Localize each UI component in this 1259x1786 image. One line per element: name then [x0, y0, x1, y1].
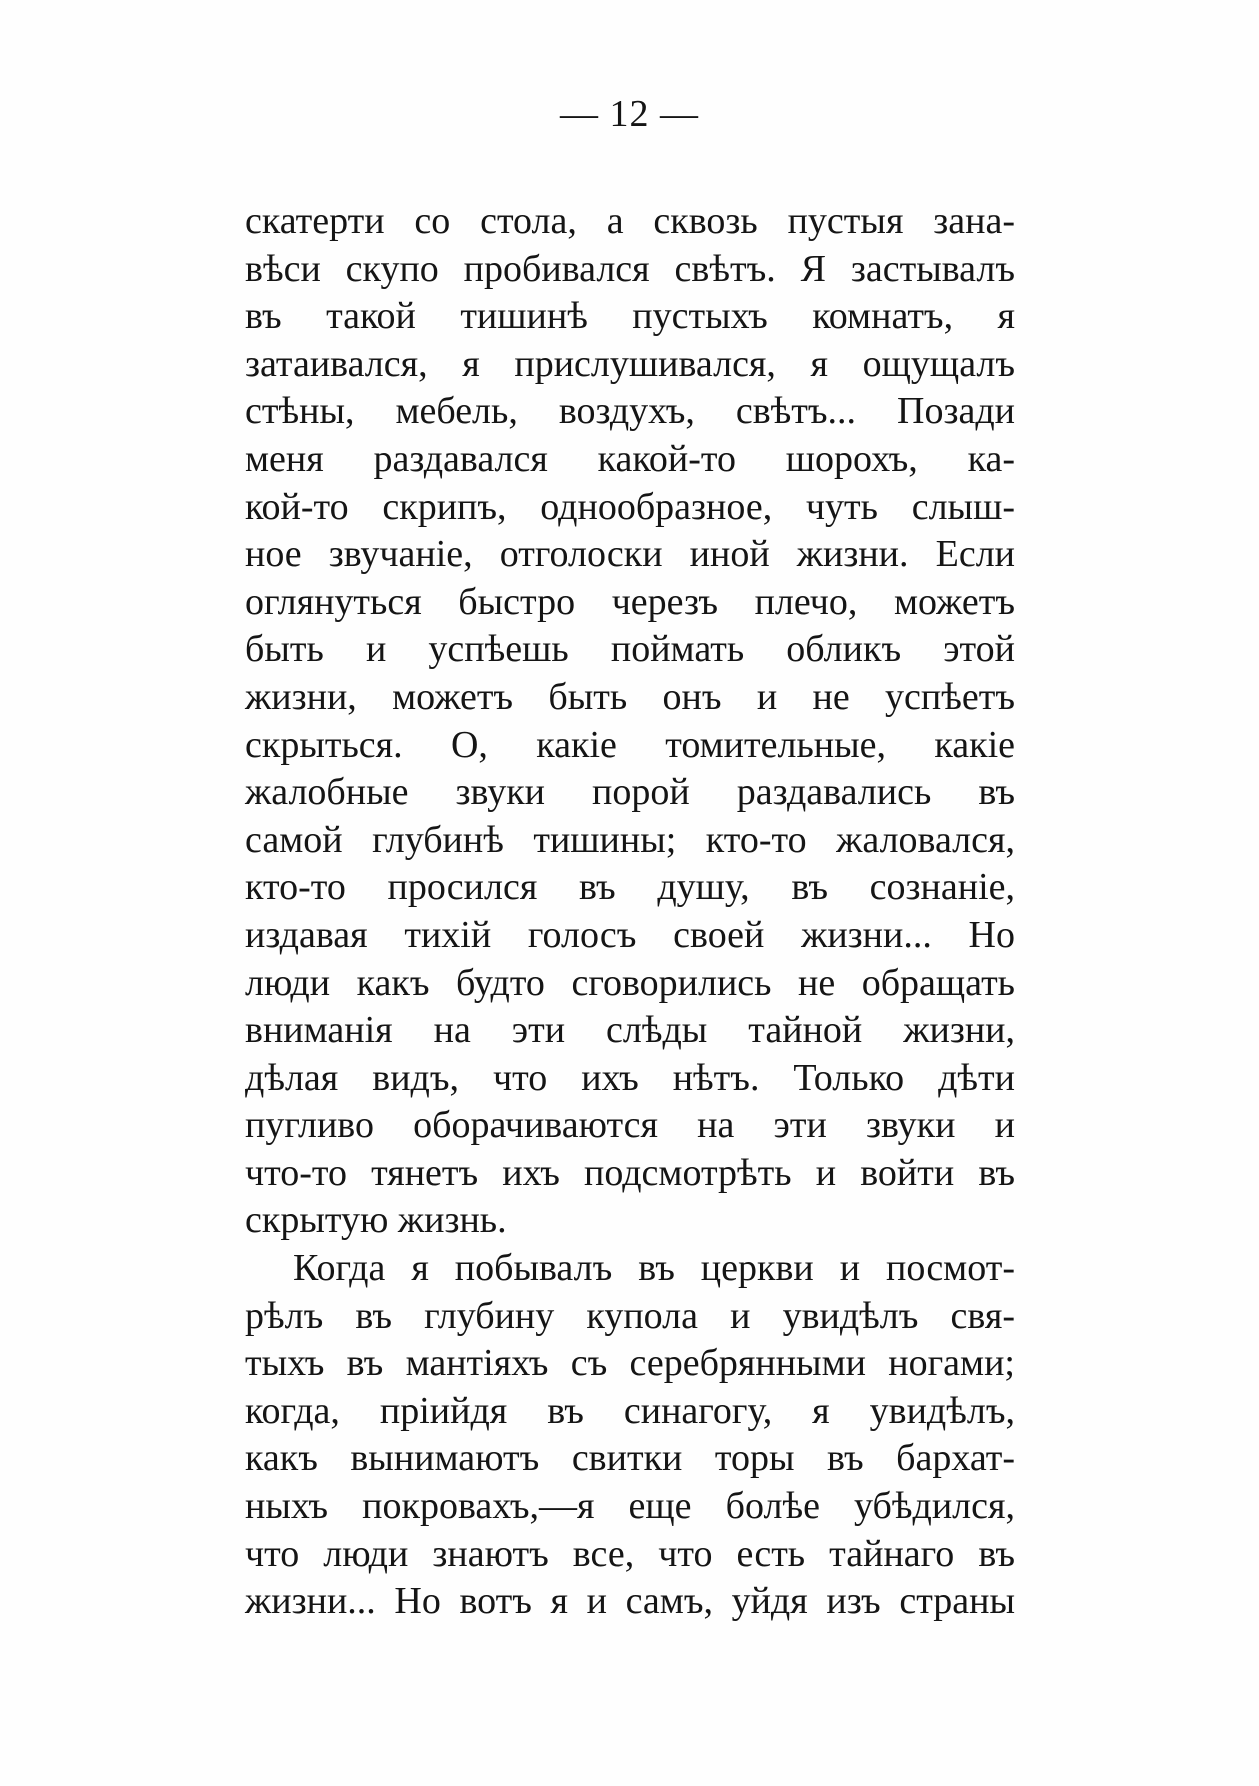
- text-line: какъ вынимаютъ свитки торы въ бархат-: [245, 1437, 1015, 1480]
- text-line: быть и успѣешь поймать обликъ этой: [245, 628, 1015, 671]
- text-line: въ такой тишинѣ пустыхъ комнатъ, я: [245, 295, 1015, 338]
- text-line: скрыться. О, какіе томительные, какіе: [245, 723, 1015, 766]
- text-line: вѣси скупо пробивался свѣтъ. Я застывалъ: [245, 247, 1015, 290]
- text-line: стѣны, мебель, воздухъ, свѣтъ... Позади: [245, 390, 1015, 433]
- text-line: пугливо оборачиваются на эти звуки и: [245, 1104, 1015, 1147]
- text-line: скатерти со стола, а сквозь пустыя зана-: [245, 200, 1015, 242]
- text-line: меня раздавался какой-то шорохъ, ка-: [245, 437, 1015, 480]
- page-number: — 12 —: [560, 93, 699, 135]
- text-line: люди какъ будто сговорились не обращать: [245, 961, 1015, 1004]
- paragraph-first-line: Когда я побывалъ въ церкви и посмот-: [293, 1247, 1015, 1290]
- text-line: что люди знаютъ все, что есть тайнаго въ: [245, 1532, 1015, 1575]
- text-line: жалобные звуки порой раздавались въ: [245, 771, 1015, 814]
- text-line: ныхъ покровахъ,—я еще болѣе убѣдился,: [245, 1485, 1015, 1528]
- text-line: рѣлъ въ глубину купола и увидѣлъ свя-: [245, 1294, 1015, 1337]
- text-line: вниманія на эти слѣды тайной жизни,: [245, 1009, 1015, 1052]
- text-line: кой-то скрипъ, однообразное, чуть слыш-: [245, 485, 1015, 528]
- text-line: когда, пріийдя въ синагогу, я увидѣлъ,: [245, 1389, 1015, 1432]
- text-line: затаивался, я прислушивался, я ощущалъ: [245, 342, 1015, 385]
- body-text: [245, 198, 1015, 1626]
- paragraph-end-line: скрытую жизнь.: [245, 1199, 507, 1242]
- text-line: жизни, можетъ быть онъ и не успѣетъ: [245, 675, 1015, 718]
- text-line: жизни... Но вотъ я и самъ, уйдя изъ страны: [245, 1580, 1015, 1623]
- text-line: самой глубинѣ тишины; кто-то жаловался,: [245, 818, 1015, 861]
- text-line: кто-то просился въ душу, въ сознаніе,: [245, 866, 1015, 909]
- text-line: издавая тихій голосъ своей жизни... Но: [245, 913, 1015, 956]
- text-line: что-то тянетъ ихъ подсмотрѣть и войти въ: [245, 1151, 1015, 1194]
- text-line: оглянуться быстро черезъ плечо, можетъ: [245, 580, 1015, 623]
- text-line: ное звучаніе, отголоски иной жизни. Если: [245, 533, 1015, 576]
- text-line: тыхъ въ мантіяхъ съ серебрянными ногами;: [245, 1342, 1015, 1385]
- text-line: дѣлая видъ, что ихъ нѣтъ. Только дѣти: [245, 1056, 1015, 1099]
